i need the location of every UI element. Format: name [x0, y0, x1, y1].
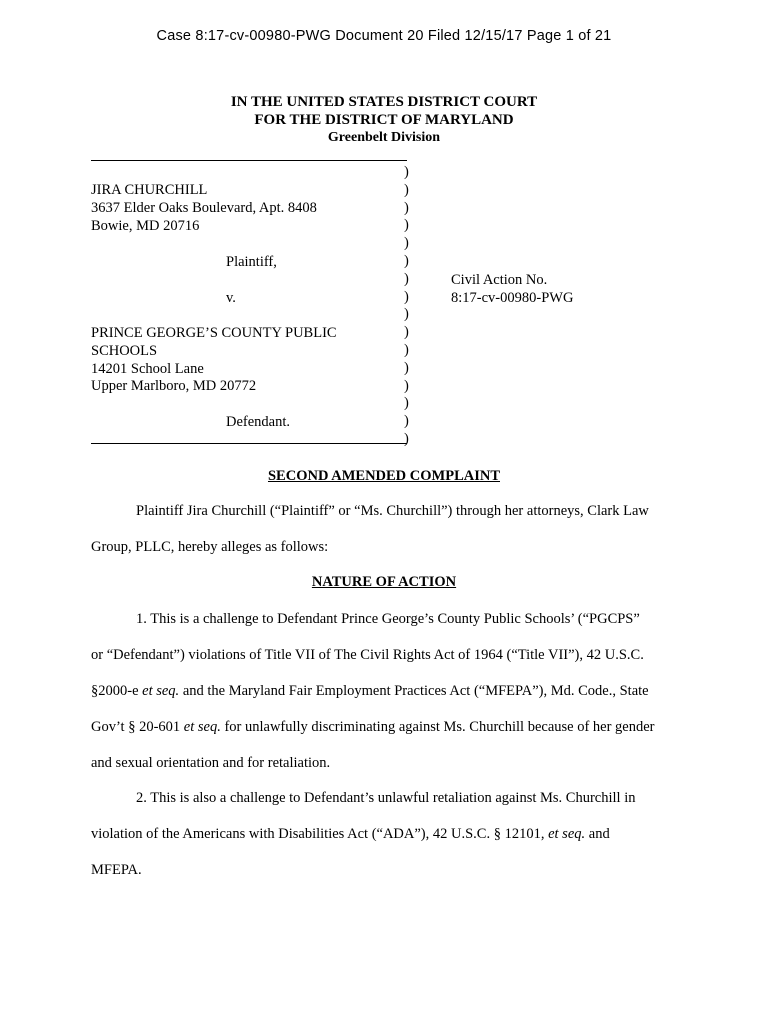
- caption-paren-column: ) ) ) ) ) ) ) ) ) ) ) ) ) ) ) ): [404, 164, 409, 447]
- para1-line-5: and sexual orientation and for retaliation.: [91, 755, 331, 771]
- caption-bottom-rule: [91, 443, 407, 444]
- civil-action-number: 8:17-cv-00980-PWG: [451, 289, 574, 306]
- para2-line-3: MFEPA.: [91, 862, 142, 878]
- court-line-1: IN THE UNITED STATES DISTRICT COURT: [230, 94, 538, 110]
- plaintiff-address-1: 3637 Elder Oaks Boulevard, Apt. 8408: [91, 199, 317, 216]
- paragraph-2: [91, 790, 681, 890]
- court-heading: [0, 93, 768, 147]
- civil-action-block: [451, 272, 573, 308]
- intro-paragraph: [91, 503, 681, 563]
- defendant-address-2: Upper Marlboro, MD 20772: [91, 378, 257, 395]
- para1-line-3: §2000-e et seq. and the Maryland Fair Employment Practices Act (“MFEPA”), Md. Code., State: [91, 683, 649, 699]
- complaint-title: SECOND AMENDED COMPLAINT: [267, 468, 500, 484]
- section-title: NATURE OF ACTION: [311, 574, 457, 590]
- para1-line-1: 1. This is a challenge to Defendant Prince George’s County Public Schools’ (“PGCPS”: [136, 611, 640, 627]
- plaintiff-address-2: Bowie, MD 20716: [91, 217, 200, 234]
- defendant-name-1: PRINCE GEORGE’S COUNTY PUBLIC: [91, 325, 337, 341]
- para1-line-2: or “Defendant”) violations of Title VII of The Civil Rights Act of 1964 (“Title VII”), 42 U.S.C.: [91, 647, 644, 663]
- defendant-block: [91, 325, 337, 396]
- paragraph-1: [91, 611, 681, 781]
- case-header-stamp: Case 8:17-cv-00980-PWG Document 20 Filed 12/15/17 Page 1 of 21: [156, 28, 612, 44]
- plaintiff-block: [91, 182, 317, 235]
- intro-line-2: Group, PLLC, hereby alleges as follows:: [91, 539, 329, 555]
- plaintiff-role: Plaintiff,: [226, 254, 277, 270]
- defendant-role: Defendant.: [226, 414, 291, 430]
- court-division: Greenbelt Division: [327, 130, 441, 145]
- versus: v.: [226, 290, 236, 306]
- defendant-address-1: 14201 School Lane: [91, 360, 204, 377]
- para2-line-2: violation of the Americans with Disabilities Act (“ADA”), 42 U.S.C. § 12101, et seq. and: [91, 826, 610, 842]
- court-line-2: FOR THE DISTRICT OF MARYLAND: [254, 112, 514, 128]
- intro-line-1: Plaintiff Jira Churchill (“Plaintiff” or “Ms. Churchill”) through her attorneys, Clark Law: [136, 503, 649, 519]
- defendant-name-2: SCHOOLS: [91, 342, 158, 359]
- para1-line-4: Gov’t § 20-601 et seq. for unlawfully discriminating against Ms. Churchill because of her gender: [91, 719, 655, 735]
- plaintiff-name: JIRA CHURCHILL: [91, 182, 208, 198]
- para2-line-1: 2. This is also a challenge to Defendant’s unlawful retaliation against Ms. Churchill in: [136, 790, 636, 806]
- civil-action-label: Civil Action No.: [451, 272, 548, 288]
- caption-top-rule: [91, 160, 407, 161]
